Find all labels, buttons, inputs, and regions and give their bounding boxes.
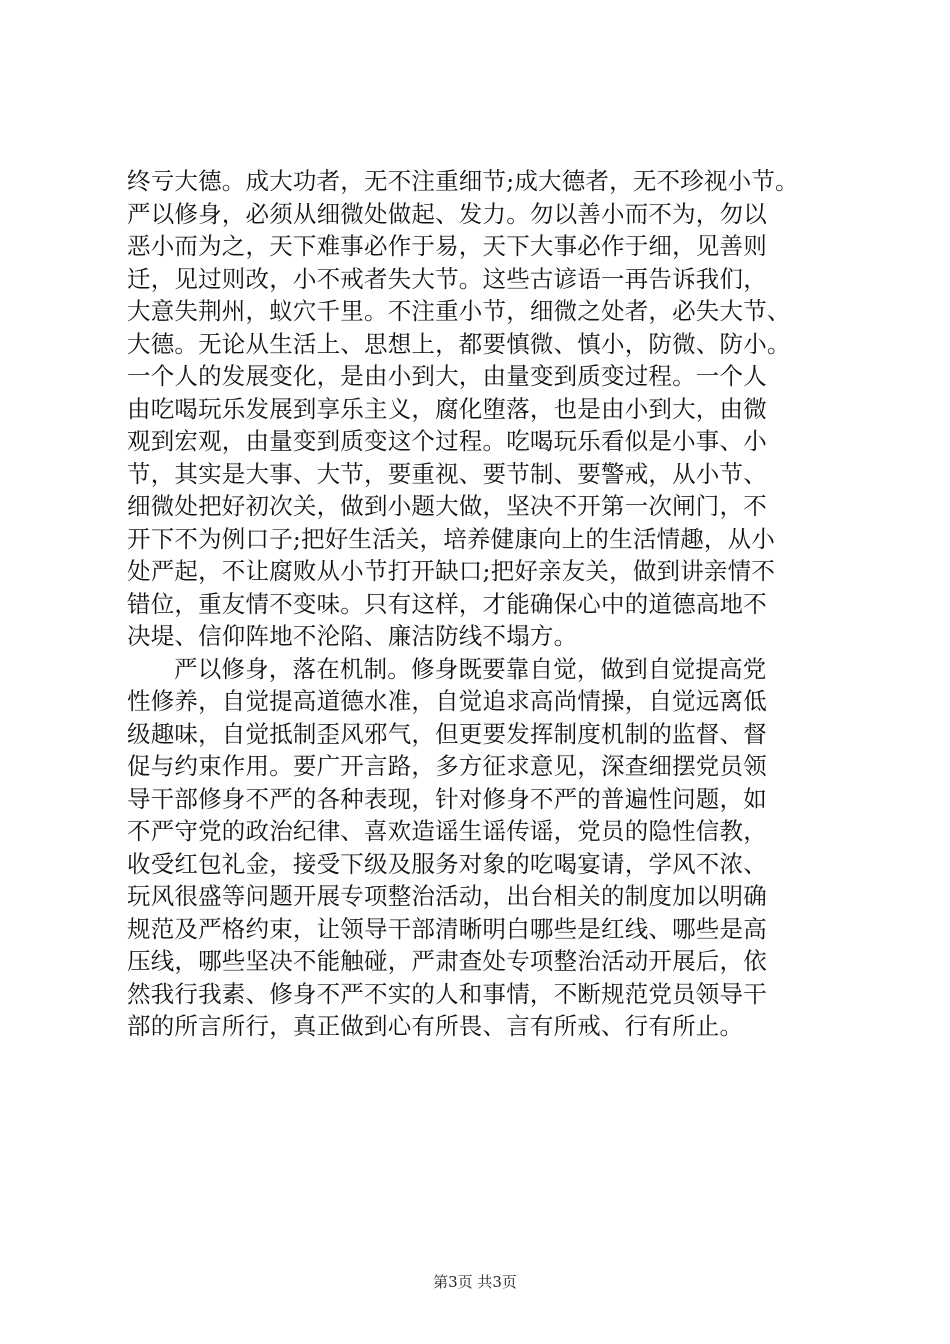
text-line: 导干部修身不严的各种表现，针对修身不严的普遍性问题，如 (127, 784, 767, 813)
text-line: 规范及严格约束，让领导干部清晰明白哪些是红线、哪些是高 (127, 914, 767, 943)
text-line: 然我行我素、修身不严不实的人和事情，不断规范党员领导干 (127, 979, 767, 1008)
paragraph-first-line: 严以修身，落在机制。修身既要靠自觉，做到自觉提高党 (174, 654, 767, 683)
text-line: 大德。无论从生活上、思想上，都要慎微、慎小，防微、防小。 (127, 329, 791, 358)
text-line: 决堤、信仰阵地不沦陷、廉洁防线不塌方。 (127, 622, 578, 650)
text-line: 迁，见过则改，小不戒者失大节。这些古谚语一再告诉我们， (127, 264, 767, 293)
page-number: 第3页 共3页 (433, 1273, 517, 1291)
text-line: 严以修身，必须从细微处做起、发力。勿以善小而不为，勿以 (127, 199, 767, 228)
text-line: 开下不为例口子;把好生活关，培养健康向上的生活情趣，从小 (127, 524, 776, 553)
text-line: 恶小而为之，天下难事必作于易，天下大事必作于细，见善则 (127, 232, 767, 260)
text-line: 处严起，不让腐败从小节打开缺口;把好亲友关，做到讲亲情不 (127, 557, 776, 585)
text-line: 部的所言所行，真正做到心有所畏、言有所戒、行有所止。 (127, 1012, 744, 1040)
text-line: 玩风很盛等问题开展专项整治活动，出台相关的制度加以明确 (127, 882, 767, 910)
text-line: 节，其实是大事、大节，要重视、要节制、要警戒，从小节、 (127, 459, 767, 488)
text-line: 由吃喝玩乐发展到享乐主义，腐化堕落，也是由小到大，由微 (127, 394, 767, 423)
text-line: 终亏大德。成大功者，无不注重细节;成大德者，无不珍视小节。 (127, 167, 799, 195)
text-line: 错位，重友情不变味。只有这样，才能确保心中的道德高地不 (127, 589, 767, 618)
text-line: 一个人的发展变化，是由小到大，由量变到质变过程。一个人 (127, 362, 767, 390)
text-line: 观到宏观，由量变到质变这个过程。吃喝玩乐看似是小事、小 (127, 427, 767, 455)
text-line: 细微处把好初次关，做到小题大做，坚决不开第一次闸门，不 (127, 492, 767, 520)
text-line: 大意失荆州，蚁穴千里。不注重小节，细微之处者，必失大节、 (127, 297, 791, 325)
text-line: 收受红包礼金，接受下级及服务对象的吃喝宴请，学风不浓、 (127, 849, 767, 878)
text-line: 性修养，自觉提高道德水准，自觉追求高尚情操，自觉远离低 (127, 687, 767, 715)
text-line: 促与约束作用。要广开言路，多方征求意见，深查细摆党员领 (127, 752, 767, 780)
body-text (127, 165, 827, 1043)
text-line: 压线，哪些坚决不能触碰，严肃查处专项整治活动开展后，依 (127, 947, 767, 975)
text-line: 级趣味，自觉抵制歪风邪气，但更要发挥制度机制的监督、督 (127, 719, 767, 748)
text-line: 不严守党的政治纪律、喜欢造谣生谣传谣，党员的隐性信教， (127, 817, 767, 845)
page-footer (0, 1272, 950, 1292)
